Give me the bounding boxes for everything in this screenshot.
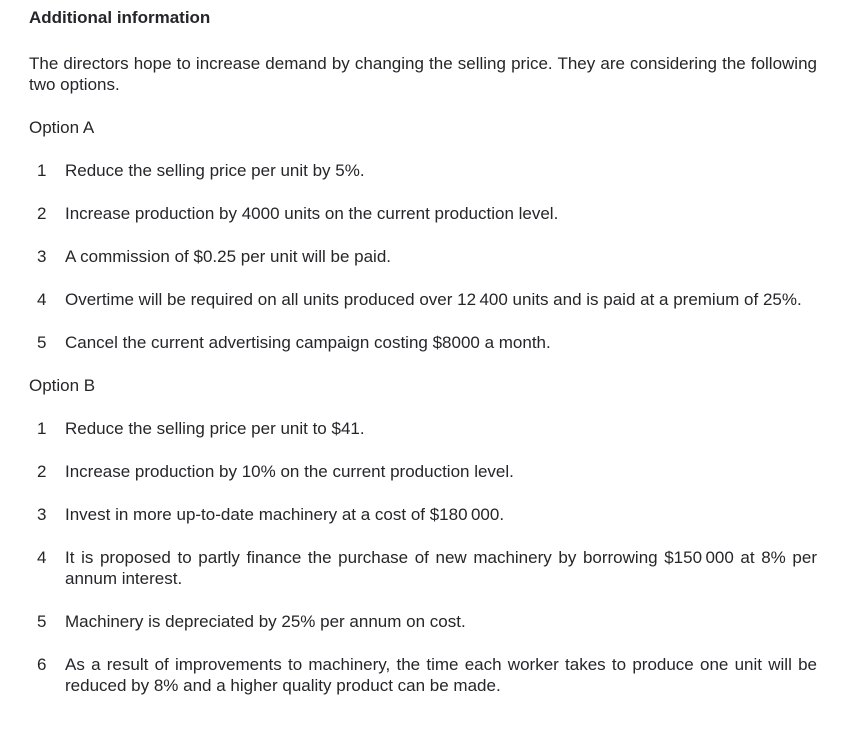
list-item: [29, 246, 817, 267]
list-item: [29, 504, 817, 525]
list-item: [29, 203, 817, 224]
list-item: [29, 654, 817, 696]
item-number: 6: [37, 655, 47, 674]
item-number: 5: [37, 333, 47, 352]
item-number: 2: [37, 462, 47, 481]
section-heading: Additional information: [29, 8, 211, 27]
item-number: 1: [37, 161, 47, 180]
item-text: Reduce the selling price per unit to $41.: [65, 419, 365, 438]
list-item: [29, 547, 817, 589]
item-number: 4: [37, 290, 47, 309]
item-number: 1: [37, 419, 47, 438]
item-number: 3: [37, 505, 47, 524]
item-text: Machinery is depreciated by 25% per annum on cost.: [65, 612, 466, 631]
item-text: It is proposed to partly finance the purchase of new machinery by borrowing $150 000 at 8% per annum interest.: [65, 548, 817, 588]
item-text: Reduce the selling price per unit by 5%.: [65, 161, 365, 180]
list-item: [29, 289, 817, 310]
item-text: Cancel the current advertising campaign costing $8000 a month.: [65, 333, 551, 352]
item-text: A commission of $0.25 per unit will be paid.: [65, 247, 392, 266]
list-item: [29, 611, 817, 632]
item-text: Increase production by 4000 units on the current production level.: [65, 204, 559, 223]
option-a-label: Option A: [29, 118, 95, 137]
item-number: 2: [37, 204, 47, 223]
list-item: [29, 160, 817, 181]
intro-paragraph: The directors hope to increase demand by changing the selling price. They are considering the following two options.: [29, 54, 817, 94]
item-text: Overtime will be required on all units produced over 12 400 units and is paid at a premium of 25%.: [65, 290, 802, 309]
list-item: [29, 461, 817, 482]
list-item: [29, 332, 817, 353]
list-item: [29, 418, 817, 439]
option-b-label: Option B: [29, 376, 96, 395]
item-number: 3: [37, 247, 47, 266]
option-b-list: [29, 418, 817, 696]
option-a-list: [29, 160, 817, 353]
item-number: 4: [37, 548, 47, 567]
item-text: As a result of improvements to machinery, the time each worker takes to produce one unit will be reduced by 8% and a higher quality product can be made.: [65, 655, 817, 695]
item-text: Invest in more up-to-date machinery at a cost of $180 000.: [65, 505, 505, 524]
item-text: Increase production by 10% on the current production level.: [65, 462, 514, 481]
item-number: 5: [37, 612, 47, 631]
